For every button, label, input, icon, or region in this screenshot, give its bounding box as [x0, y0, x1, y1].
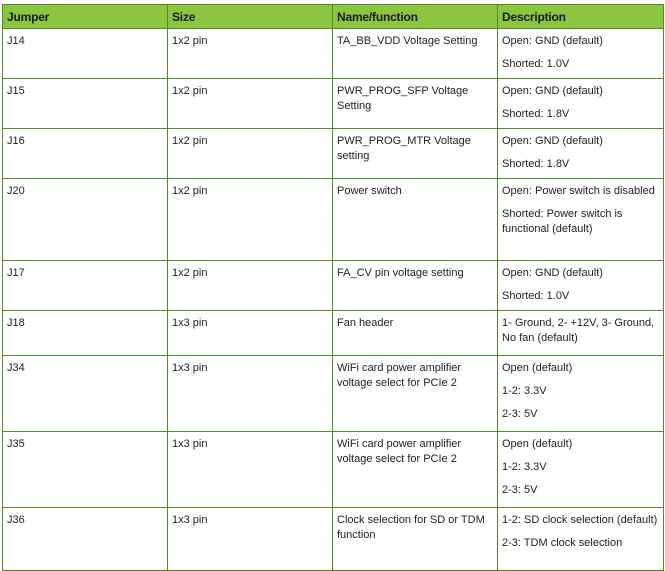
cell-name-function-text: WiFi card power amplifier voltage select for PCIe 2 — [337, 362, 462, 389]
table-header-row — [3, 5, 664, 29]
cell-jumper-text: J15 — [7, 85, 25, 97]
cell-size — [168, 261, 333, 311]
cell-jumper-text: J35 — [7, 438, 25, 450]
description-line: 2-3: 5V — [502, 408, 538, 420]
cell-size — [168, 311, 333, 356]
description-line: 1- Ground, 2- +12V, 3- Ground, No fan (default) — [502, 317, 655, 344]
cell-jumper-text: J20 — [7, 185, 25, 197]
cell-jumper-text: J36 — [7, 514, 25, 526]
cell-name-function — [333, 261, 498, 311]
cell-jumper-text: J14 — [7, 35, 25, 47]
cell-size-text: 1x2 pin — [172, 135, 208, 147]
cell-size-text: 1x3 pin — [172, 362, 208, 374]
description-line: 1-2: SD clock selection (default) — [502, 514, 658, 526]
cell-name-function-text: Power switch — [337, 185, 402, 197]
cell-size — [168, 179, 333, 261]
cell-name-function — [333, 129, 498, 179]
cell-size — [168, 508, 333, 571]
cell-size-text: 1x3 pin — [172, 317, 208, 329]
cell-description — [498, 508, 664, 571]
cell-name-function — [333, 432, 498, 508]
cell-name-function — [333, 29, 498, 79]
cell-jumper — [3, 261, 168, 311]
cell-jumper — [3, 432, 168, 508]
cell-jumper-text: J34 — [7, 362, 25, 374]
cell-size — [168, 29, 333, 79]
table-row — [3, 179, 664, 261]
cell-description — [498, 29, 664, 79]
description-line: Shorted: 1.0V — [502, 58, 570, 70]
table-row — [3, 356, 664, 432]
cell-description — [498, 79, 664, 129]
cell-name-function — [333, 508, 498, 571]
cell-name-function-text: TA_BB_VDD Voltage Setting — [337, 35, 478, 47]
header-jumper: Jumper — [3, 5, 168, 29]
description-line: Open (default) — [502, 362, 573, 374]
cell-size-text: 1x2 pin — [172, 85, 208, 97]
header-description: Description — [498, 5, 664, 29]
description-line: 2-3: TDM clock selection — [502, 537, 623, 549]
cell-jumper — [3, 129, 168, 179]
cell-jumper-text: J16 — [7, 135, 25, 147]
table-body — [3, 29, 664, 571]
description-line: Open (default) — [502, 438, 573, 450]
cell-jumper-text: J18 — [7, 317, 25, 329]
description-line: Shorted: 1.8V — [502, 108, 570, 120]
cell-jumper — [3, 508, 168, 571]
cell-name-function-text: FA_CV pin voltage setting — [337, 267, 464, 279]
cell-size-text: 1x2 pin — [172, 185, 208, 197]
cell-size-text: 1x3 pin — [172, 514, 208, 526]
cell-name-function-text: WiFi card power amplifier voltage select for PCIe 2 — [337, 438, 462, 465]
table-row — [3, 508, 664, 571]
cell-description — [498, 432, 664, 508]
cell-description — [498, 311, 664, 356]
description-line: Open: GND (default) — [502, 35, 603, 47]
table-row — [3, 261, 664, 311]
cell-name-function-text: Fan header — [337, 317, 394, 329]
cell-size-text: 1x2 pin — [172, 267, 208, 279]
table-row — [3, 432, 664, 508]
description-line: 1-2: 3.3V — [502, 385, 547, 397]
table-row — [3, 29, 664, 79]
cell-description — [498, 179, 664, 261]
table-row — [3, 311, 664, 356]
cell-name-function — [333, 179, 498, 261]
cell-name-function-text: PWR_PROG_MTR Voltage setting — [337, 135, 471, 162]
cell-description — [498, 129, 664, 179]
cell-size-text: 1x2 pin — [172, 35, 208, 47]
cell-name-function — [333, 311, 498, 356]
cell-description — [498, 261, 664, 311]
cell-jumper-text: J17 — [7, 267, 25, 279]
cell-size-text: 1x3 pin — [172, 438, 208, 450]
cell-size — [168, 356, 333, 432]
cell-name-function-text: PWR_PROG_SFP Voltage Setting — [337, 85, 469, 112]
cell-jumper — [3, 356, 168, 432]
table-row — [3, 79, 664, 129]
description-line: 1-2: 3.3V — [502, 461, 547, 473]
cell-size — [168, 79, 333, 129]
cell-size — [168, 432, 333, 508]
description-line: Shorted: 1.0V — [502, 290, 570, 302]
cell-jumper — [3, 29, 168, 79]
cell-name-function — [333, 79, 498, 129]
description-line: Open: GND (default) — [502, 267, 603, 279]
cell-jumper — [3, 79, 168, 129]
cell-size — [168, 129, 333, 179]
description-line: Shorted: Power switch is functional (default) — [502, 208, 623, 235]
cell-name-function — [333, 356, 498, 432]
description-line: 2-3: 5V — [502, 484, 538, 496]
cell-description — [498, 356, 664, 432]
cell-jumper — [3, 179, 168, 261]
cell-jumper — [3, 311, 168, 356]
description-line: Open: GND (default) — [502, 135, 603, 147]
jumper-table — [2, 4, 664, 571]
header-name-function: Name/function — [333, 5, 498, 29]
header-size: Size — [168, 5, 333, 29]
table-row — [3, 129, 664, 179]
description-line: Open: Power switch is disabled — [502, 185, 655, 197]
cell-name-function-text: Clock selection for SD or TDM function — [337, 514, 485, 541]
description-line: Shorted: 1.8V — [502, 158, 570, 170]
jumper-table-container — [2, 4, 663, 571]
description-line: Open: GND (default) — [502, 85, 603, 97]
